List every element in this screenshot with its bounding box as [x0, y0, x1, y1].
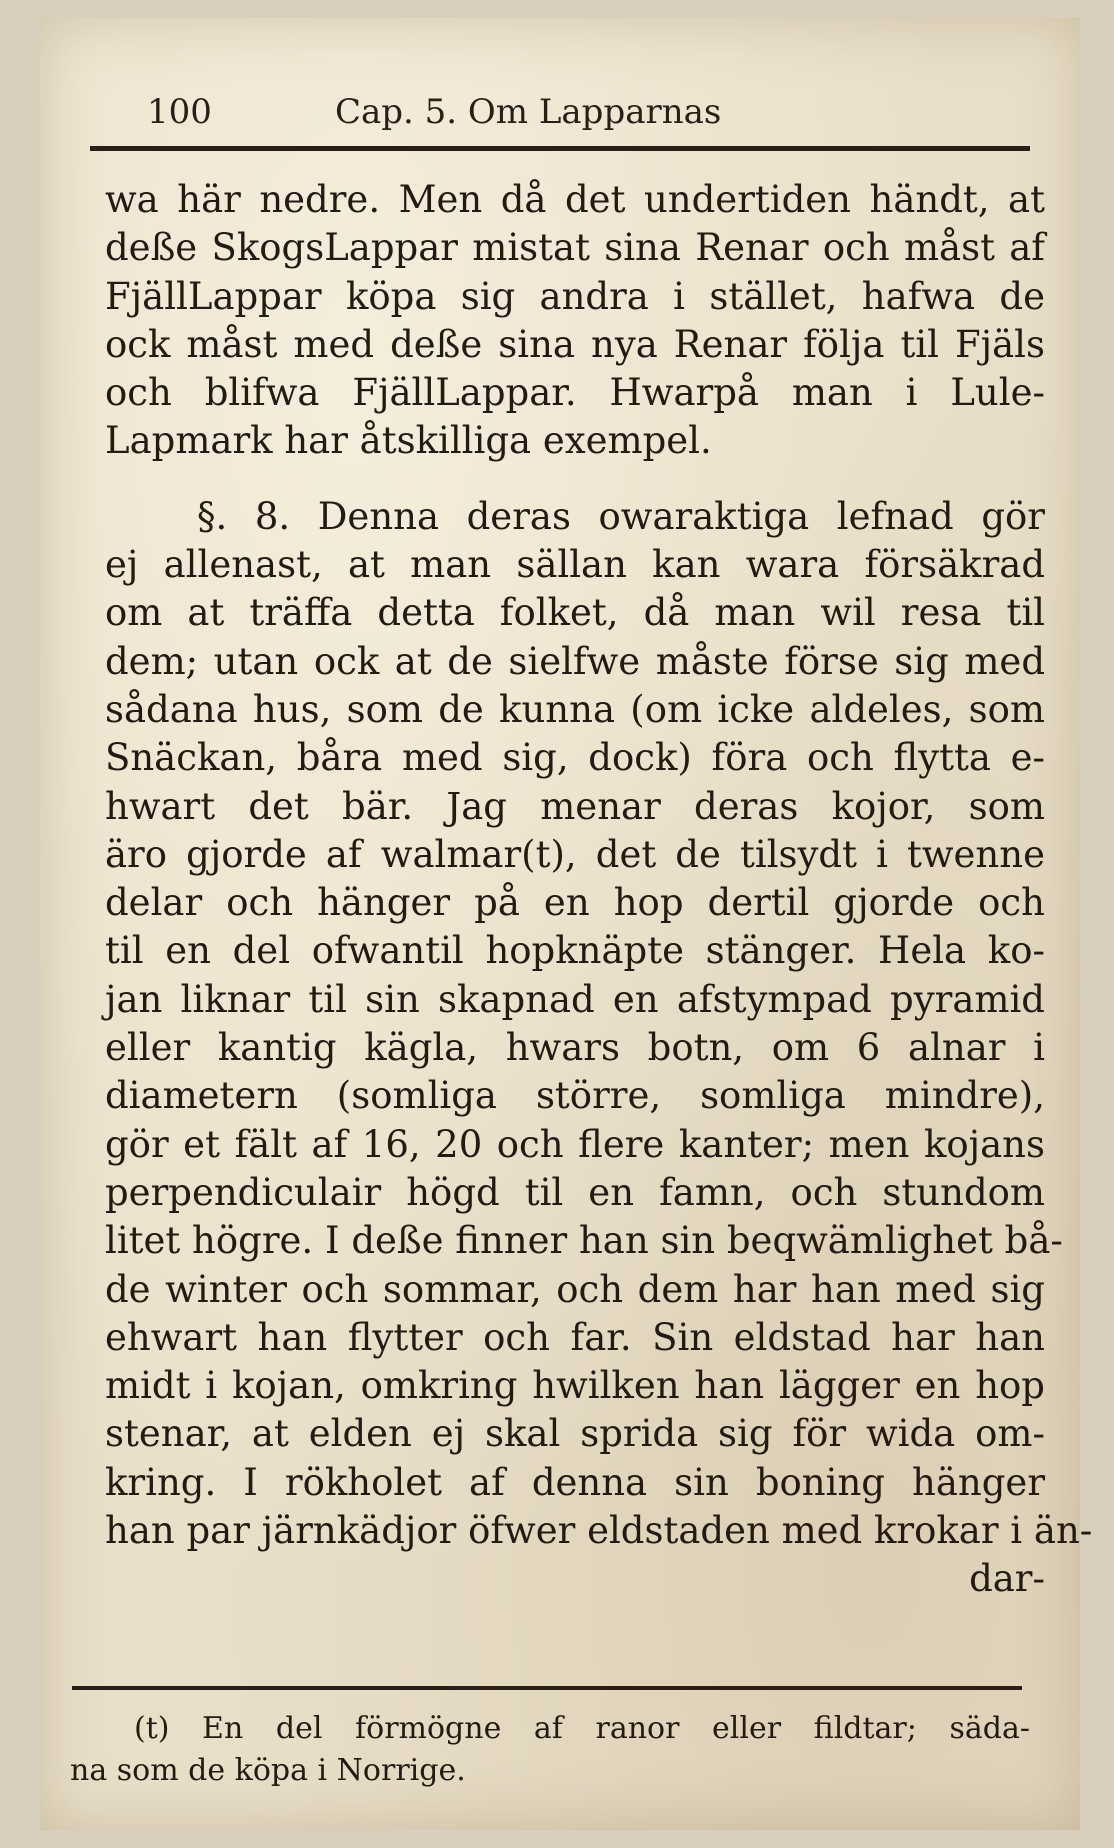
- text-line: och blifwa FjällLappar. Hwarpå man i Lule-: [105, 371, 1045, 415]
- footnote-line: na som de köpa i Norrige.: [70, 1753, 466, 1788]
- text-line: om at träffa detta folket, då man wil resa til: [105, 591, 1045, 635]
- text-line: ehwart han flytter och far. Sin eldstad har han: [105, 1315, 1045, 1359]
- text-line: jan liknar til sin skapnad en afstympad pyramid: [105, 977, 1045, 1021]
- text-line: deße SkogsLappar mistat sina Renar och måst af: [105, 226, 1045, 270]
- text-line: litet högre. I deße finner han sin beqwämlighet bå-: [105, 1219, 1063, 1263]
- footnote: [70, 1708, 1030, 1792]
- text-line: wa här nedre. Men då det undertiden händt, at: [105, 178, 1045, 221]
- running-head: Cap. 5. Om Lapparnas: [335, 92, 722, 132]
- text-line: diametern (somliga större, somliga mindre),: [105, 1074, 1045, 1118]
- text-line: delar och hänger på en hop dertil gjorde och: [105, 881, 1045, 925]
- text-line: kring. I rökholet af denna sin boning hänger: [105, 1460, 1045, 1504]
- text-line: Lapmark har åtskilliga exempel.: [105, 419, 712, 463]
- text-line: ock måst med deße sina nya Renar följa til Fjäls: [105, 322, 1045, 366]
- text-line: stenar, at elden ej skal sprida sig för wida om-: [105, 1412, 1045, 1456]
- catchword: dar-: [969, 1557, 1045, 1601]
- text-line: sådana hus, som de kunna (om icke aldeles, som: [105, 687, 1045, 731]
- text-line: FjällLappar köpa sig andra i stället, hafwa de: [105, 274, 1045, 318]
- text-line: dem; utan ock at de sielfwe måste förse sig med: [105, 639, 1045, 683]
- main-text: [105, 176, 1093, 1604]
- book-page: [40, 18, 1093, 1830]
- text-line: Snäckan, båra med sig, dock) föra och flytta e-: [105, 736, 1045, 780]
- footnote-rule: [72, 1686, 1022, 1690]
- paragraph-2: [105, 493, 1093, 1604]
- text-line: perpendiculair högd til en famn, och stundom: [105, 1170, 1045, 1214]
- text-line: äro gjorde af walmar(t), det de tilsydt i twenne: [105, 832, 1045, 876]
- text-line: han par järnkädjor öfwer eldstaden med krokar i än-: [105, 1509, 1093, 1553]
- header-rule: [90, 146, 1030, 151]
- page-header: [107, 80, 1077, 140]
- footnote-line: (t) En del förmögne af ranor eller fildtar; säda-: [134, 1711, 1030, 1746]
- text-line: eller kantig kägla, hwars botn, om 6 alnar i: [105, 1026, 1045, 1070]
- text-line: til en del ofwantil hopknäpte stänger. Hela ko-: [105, 929, 1045, 973]
- text-line: gör et fält af 16, 20 och flere kanter; men kojans: [105, 1122, 1045, 1166]
- page-number: 100: [147, 92, 212, 132]
- text-line: midt i kojan, omkring hwilken han lägger en hop: [105, 1364, 1045, 1408]
- text-line: §. 8. Denna deras owaraktiga lefnad gör: [197, 494, 1045, 538]
- text-line: ej allenast, at man sällan kan wara försäkrad: [105, 543, 1045, 587]
- text-line: de winter och sommar, och dem har han med sig: [105, 1267, 1045, 1311]
- text-line: hwart det bär. Jag menar deras kojor, som: [105, 784, 1045, 828]
- paragraph-1: [105, 176, 1045, 466]
- paragraph-gap: [105, 466, 1045, 493]
